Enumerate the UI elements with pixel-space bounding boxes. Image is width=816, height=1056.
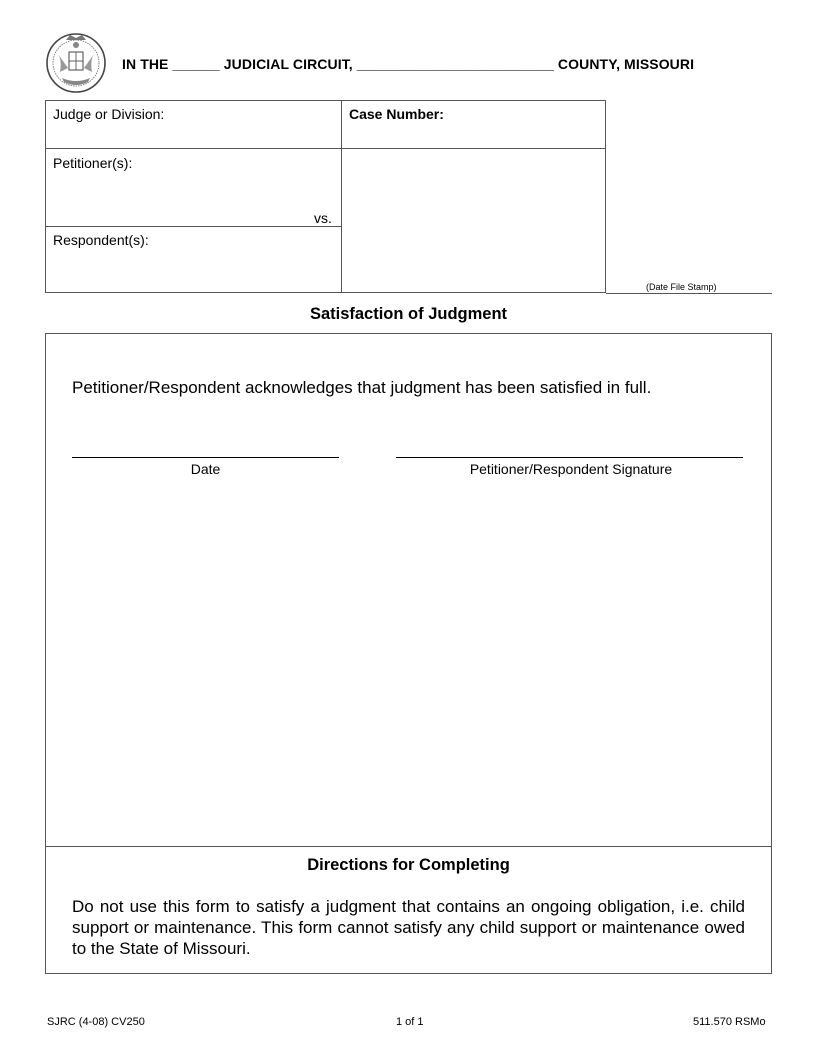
section-divider: [45, 846, 772, 847]
signature-label: Petitioner/Respondent Signature: [469, 461, 673, 477]
case-number-field[interactable]: Case Number:: [349, 106, 444, 122]
form-id: SJRC (4-08) CV250: [47, 1016, 145, 1028]
directions-heading: Directions for Completing: [307, 856, 510, 874]
statute-reference: 511.570 RSMo: [693, 1016, 766, 1028]
page-number: 1 of 1: [396, 1016, 424, 1028]
directions-text: Do not use this form to satisfy a judgment that contains an ongoing obligation, i.e. child support or maintenance. This form cannot satisfy any child support or maintenance owed to the State of Missouri.: [72, 897, 745, 958]
caption-divider: [341, 100, 342, 293]
caption-divider: [45, 148, 606, 149]
respondent-field[interactable]: Respondent(s):: [53, 232, 149, 248]
court-heading: IN THE ______ JUDICIAL CIRCUIT, _________________________ COUNTY, MISSOURI: [122, 56, 695, 72]
case-caption-box: [45, 100, 606, 293]
judge-division-field[interactable]: Judge or Division:: [53, 106, 165, 122]
form-title: Satisfaction of Judgment: [309, 305, 508, 323]
versus-label: vs.: [314, 210, 332, 226]
petitioner-field[interactable]: Petitioner(s):: [53, 155, 133, 171]
date-file-stamp-label: (Date File Stamp): [646, 282, 717, 292]
date-label: Date: [190, 461, 221, 477]
acknowledgment-statement: Petitioner/Respondent acknowledges that judgment has been satisfied in full.: [72, 378, 652, 397]
form-body-box: [45, 333, 772, 974]
caption-divider: [45, 226, 342, 227]
party-signature-line[interactable]: [396, 457, 743, 458]
date-signature-line[interactable]: [72, 457, 339, 458]
file-stamp-underline: [606, 293, 772, 294]
missouri-state-seal-icon: [44, 30, 108, 94]
